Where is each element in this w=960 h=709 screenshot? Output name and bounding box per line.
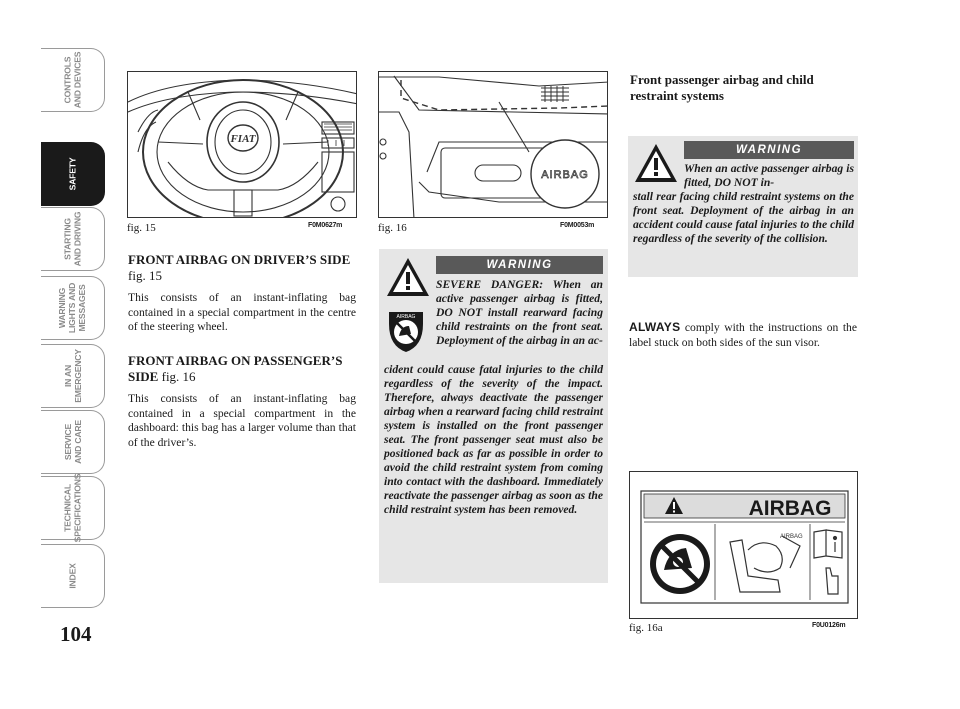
svg-text:AIRBAG: AIRBAG bbox=[780, 534, 803, 540]
steering-wheel-airbag-illustration bbox=[128, 72, 357, 218]
figure-16 bbox=[378, 71, 608, 218]
paragraph-driver-airbag: This consists of an instant-inflating bag contained in a special compartment in the centre of the steering wheel. bbox=[128, 291, 356, 333]
paragraph-passenger-airbag: This consists of an instant-inflating bag contained in a special compartment in the dashboard: this bag has a larger volume than that of the driver’s. bbox=[128, 392, 356, 449]
heading-front-passenger-child-restraint: Front passenger airbag and child restraint systems bbox=[630, 72, 814, 103]
fig-16a-code: F0U0126m bbox=[812, 622, 846, 629]
tab-safety[interactable]: SAFETY bbox=[41, 142, 105, 206]
fig-16-caption: fig. 16 bbox=[378, 222, 407, 234]
fig-16-code: F0M0053m bbox=[560, 222, 595, 229]
tab-technical-specifications[interactable]: TECHNICAL SPECIFICATIONS bbox=[41, 476, 105, 540]
heading-passenger-airbag: FRONT AIRBAG ON PASSENGER’S SIDE fig. 16 bbox=[128, 353, 343, 384]
fig-16a-caption: fig. 16a bbox=[629, 622, 663, 634]
warning-text-bottom: cident could cause fatal injuries to the child regardless of the severity of the impact. Therefore, always deactivate the passenger airbag when a rearward facing child restraint system is installed on the front passenger seat. The front passenger seat must also be positioned back as far as possible in order to avoid the child restraint system from coming into contact with the dashboard. Immediately reactivate the passenger airbag as soon as the child restraint system has been removed. bbox=[384, 363, 603, 516]
label-title: AIRBAG bbox=[748, 497, 832, 520]
tab-starting-and-driving[interactable]: STARTING AND DRIVING bbox=[41, 207, 105, 271]
warning-text-bottom: stall rear facing child restraint systems on the front seat. Deployment of the airbag in an accident could cause fatal injuries to the child regardless of the severity of the collision. bbox=[633, 190, 854, 245]
no-rear-facing-child-seat-icon bbox=[385, 306, 427, 354]
warning-box-rear-facing bbox=[628, 136, 858, 277]
warning-triangle-icon bbox=[633, 142, 679, 184]
airbag-badge-text: AIRBAG bbox=[541, 169, 589, 181]
paragraph-always-comply: ALWAYS comply with the instructions on the label stuck on both sides of the sun visor. bbox=[629, 320, 857, 349]
dashboard-airbag-illustration bbox=[379, 72, 608, 218]
tab-controls-and-devices[interactable]: CONTROLS AND DEVICES bbox=[41, 48, 105, 112]
tab-in-an-emergency[interactable]: IN AN EMERGENCY bbox=[41, 344, 105, 408]
warning-box-severe-danger bbox=[379, 249, 608, 583]
figure-16a bbox=[629, 471, 858, 619]
tab-service-and-care[interactable]: SERVICE AND CARE bbox=[41, 410, 105, 474]
fig-15-caption: fig. 15 bbox=[127, 222, 156, 234]
page-number: 104 bbox=[60, 622, 92, 646]
warning-title: WARNING bbox=[436, 256, 603, 274]
tab-warning-lights-and-messages[interactable]: WARNING LIGHTS AND MESSAGES bbox=[41, 276, 105, 340]
figure-15 bbox=[127, 71, 357, 218]
fig-15-code: F0M0627m bbox=[308, 222, 343, 229]
heading-driver-airbag: FRONT AIRBAG ON DRIVER’S SIDE fig. 15 bbox=[128, 252, 351, 283]
airbag-warning-label bbox=[630, 472, 858, 619]
warning-text-top: When an active passenger airbag is fitted, DO NOT in- bbox=[684, 162, 854, 189]
svg-text:AIRBAG: AIRBAG bbox=[396, 314, 416, 320]
tab-index[interactable]: INDEX bbox=[41, 544, 105, 608]
fiat-logo: FIAT bbox=[230, 133, 256, 145]
warning-triangle-icon bbox=[385, 256, 431, 298]
warning-title: WARNING bbox=[684, 141, 854, 159]
warning-text-top: SEVERE DANGER: When an active passenger airbag is fitted, DO NOT install rearward facing child restraints on the front seat. Deployment of the airbag in an ac- bbox=[436, 278, 603, 347]
